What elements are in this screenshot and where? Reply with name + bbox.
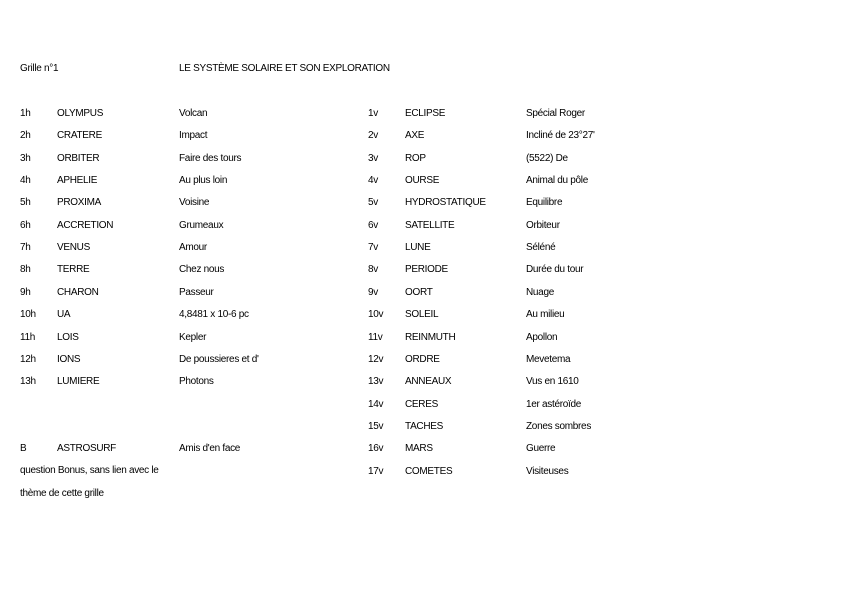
horizontal-number: 9h [20,287,31,298]
horizontal-answer: OLYMPUS [57,108,104,119]
horizontal-answer: TERRE [57,264,90,275]
vertical-answer: REINMUTH [405,332,456,343]
vertical-number: 10v [368,309,384,320]
vertical-clue: Orbiteur [526,220,560,231]
vertical-number: 9v [368,287,378,298]
bonus-note-line-2: thème de cette grille [20,488,104,499]
vertical-clue: 1er astéroïde [526,399,582,410]
horizontal-number: 4h [20,175,31,186]
vertical-answer: OURSE [405,175,440,186]
horizontal-clue: Au plus loin [179,175,228,186]
horizontal-clue: Kepler [179,332,207,343]
horizontal-clue: Impact [179,130,208,141]
horizontal-answer: VENUS [57,242,90,253]
horizontal-answer: PROXIMA [57,197,102,208]
vertical-number: 6v [368,220,378,231]
vertical-answer: AXE [405,130,425,141]
horizontal-clue: De poussieres et d' [179,354,259,365]
vertical-clue: Vus en 1610 [526,376,579,387]
vertical-number: 17v [368,466,384,477]
vertical-clue: Durée du tour [526,264,584,275]
vertical-clue: Spécial Roger [526,108,585,119]
horizontal-clue: Grumeaux [179,220,224,231]
vertical-answer: ROP [405,153,426,164]
vertical-answer: TACHES [405,421,444,432]
horizontal-clue: Volcan [179,108,208,119]
horizontal-number: 3h [20,153,31,164]
vertical-clue: Mevetema [526,354,571,365]
vertical-clue: (5522) De [526,153,568,164]
horizontal-number: 10h [20,309,36,320]
horizontal-answer: ACCRETION [57,220,114,231]
vertical-clue: Nuage [526,287,554,298]
vertical-answer: SATELLITE [405,220,455,231]
vertical-number: 5v [368,197,378,208]
vertical-number: 3v [368,153,378,164]
horizontal-answer: LOIS [57,332,79,343]
vertical-number: 16v [368,443,384,454]
vertical-number: 15v [368,421,384,432]
vertical-number: 12v [368,354,384,365]
bonus-note-line-1: question Bonus, sans lien avec le [20,465,159,476]
horizontal-clue: 4,8481 x 10-6 pc [179,309,249,320]
vertical-number: 11v [368,332,383,343]
horizontal-clue: Photons [179,376,214,387]
vertical-clue: Visiteuses [526,466,569,477]
vertical-clue: Guerre [526,443,556,454]
horizontal-clue: Voisine [179,197,210,208]
vertical-answer: ECLIPSE [405,108,446,119]
vertical-clue: Au milieu [526,309,565,320]
horizontal-clue: Passeur [179,287,214,298]
vertical-clue: Zones sombres [526,421,592,432]
bonus-clue: Amis d'en face [179,443,241,454]
vertical-answer: LUNE [405,242,431,253]
vertical-answer: MARS [405,443,433,454]
horizontal-answer: APHELIE [57,175,98,186]
horizontal-answer: LUMIERE [57,376,100,387]
vertical-number: 13v [368,376,384,387]
horizontal-answer: UA [57,309,71,320]
horizontal-clue: Chez nous [179,264,225,275]
horizontal-number: 13h [20,376,36,387]
vertical-answer: HYDROSTATIQUE [405,197,486,208]
bonus-number: B [20,443,27,454]
horizontal-number: 8h [20,264,31,275]
horizontal-number: 6h [20,220,31,231]
horizontal-answer: ORBITER [57,153,100,164]
horizontal-number: 7h [20,242,31,253]
vertical-number: 14v [368,399,384,410]
vertical-number: 2v [368,130,378,141]
vertical-answer: COMETES [405,466,453,477]
horizontal-answer: CHARON [57,287,99,298]
horizontal-answer: CRATERE [57,130,102,141]
grid-label: Grille n°1 [20,63,59,74]
vertical-answer: ANNEAUX [405,376,452,387]
vertical-clue: Séléné [526,242,556,253]
vertical-answer: CERES [405,399,438,410]
vertical-answer: SOLEIL [405,309,439,320]
vertical-clue: Equilibre [526,197,563,208]
vertical-answer: ORDRE [405,354,440,365]
horizontal-clue: Faire des tours [179,153,242,164]
horizontal-number: 12h [20,354,36,365]
vertical-number: 1v [368,108,378,119]
bonus-answer: ASTROSURF [57,443,116,454]
vertical-clue: Apollon [526,332,558,343]
horizontal-number: 5h [20,197,31,208]
horizontal-answer: IONS [57,354,81,365]
vertical-number: 8v [368,264,378,275]
vertical-clue: Incliné de 23°27' [526,130,595,141]
vertical-number: 4v [368,175,378,186]
vertical-answer: PERIODE [405,264,448,275]
horizontal-clue: Amour [179,242,207,253]
horizontal-number: 2h [20,130,31,141]
page-title: LE SYSTÈME SOLAIRE ET SON EXPLORATION [179,63,390,74]
horizontal-number: 11h [20,332,36,343]
vertical-clue: Animal du pôle [526,175,588,186]
horizontal-number: 1h [20,108,31,119]
vertical-number: 7v [368,242,378,253]
vertical-answer: OORT [405,287,433,298]
